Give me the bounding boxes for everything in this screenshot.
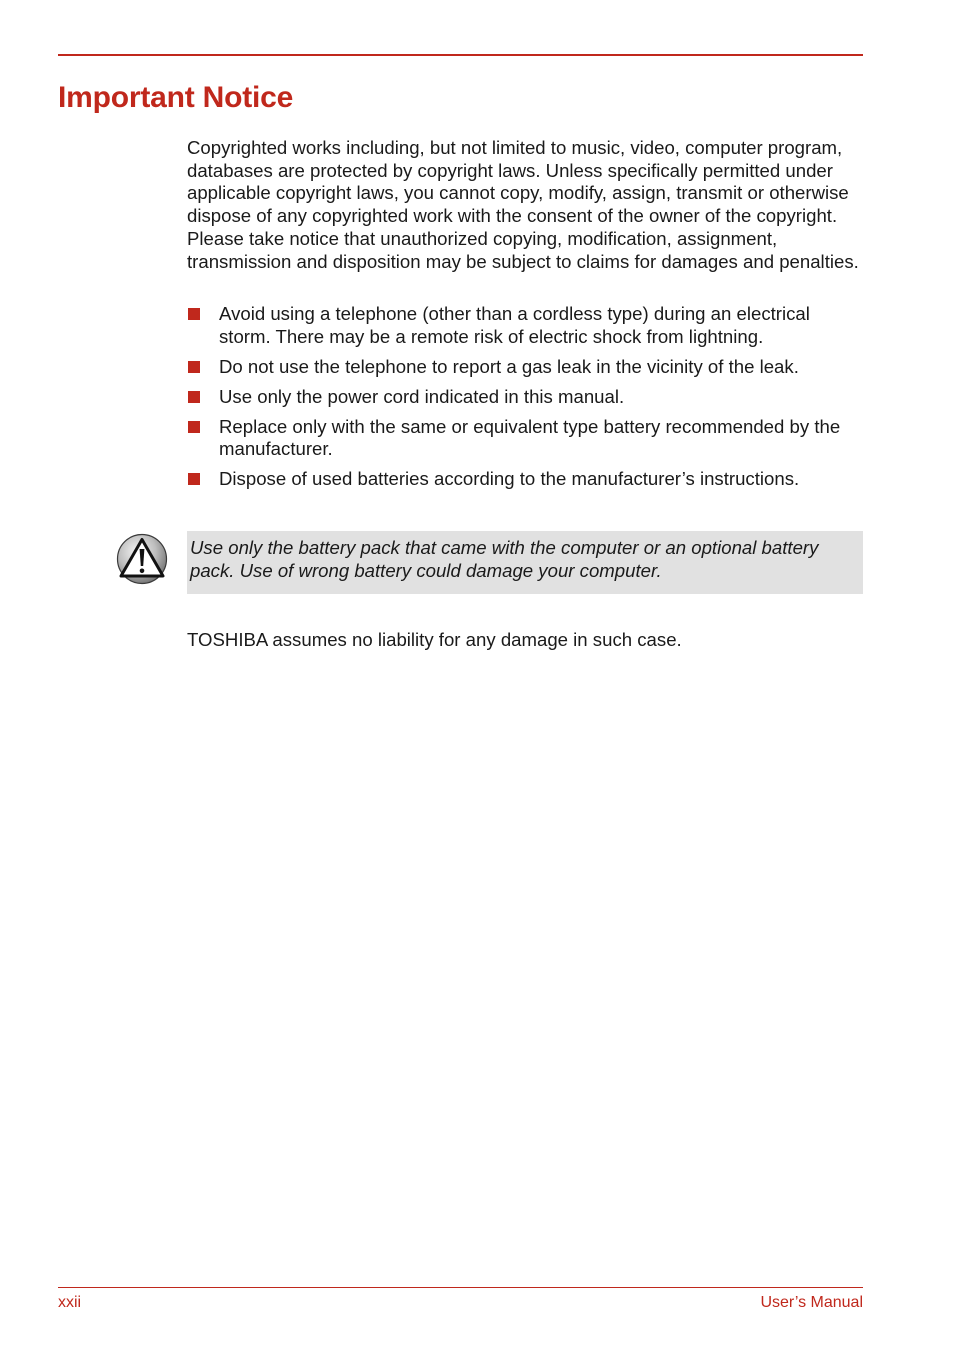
caution-text: Use only the battery pack that came with the computer or an optional battery pack. Use of wrong battery could damage your computer. <box>190 537 819 581</box>
list-item <box>187 356 863 379</box>
list-item <box>187 303 863 348</box>
page-title: Important Notice <box>58 81 294 114</box>
list-item-text: Dispose of used batteries according to the manufacturer’s instructions. <box>219 468 800 490</box>
square-bullet-icon <box>188 308 200 320</box>
list-item <box>187 386 863 409</box>
list-item-text: Use only the power cord indicated in this manual. <box>219 385 625 407</box>
list-item-text: Avoid using a telephone (other than a cordless type) during an electrical storm. There may be a remote risk of electric shock from lightning. <box>219 303 810 347</box>
list-item <box>187 468 863 491</box>
safety-bullet-list <box>187 303 863 498</box>
square-bullet-icon <box>188 361 200 373</box>
caution-box <box>187 531 863 594</box>
footer-rule <box>58 1287 863 1288</box>
manual-name: User’s Manual <box>760 1294 863 1311</box>
closing-paragraph: TOSHIBA assumes no liability for any damage in such case. <box>187 629 682 650</box>
header-rule <box>58 54 863 56</box>
page-number: xxii <box>58 1294 82 1311</box>
list-item-text: Replace only with the same or equivalent type battery recommended by the manufacturer. <box>219 415 841 460</box>
square-bullet-icon <box>188 391 200 403</box>
list-item <box>187 416 863 461</box>
square-bullet-icon <box>188 421 200 433</box>
warning-triangle-icon <box>116 533 168 585</box>
list-item-text: Do not use the telephone to report a gas leak in the vicinity of the leak. <box>219 355 799 377</box>
square-bullet-icon <box>188 473 200 485</box>
intro-paragraph: Copyrighted works including, but not limited to music, video, computer program, databases are protected by copyright laws. Unless specifically permitted under applicable copyright laws, you cannot copy, modify, assign, transmit or otherwise dispose of any copyrighted work with the consent of the owner of the copyright. Please take notice that unauthorized copying, modification, assignment, transmission and disposition may be subject to claims for damages and penalties. <box>187 137 859 272</box>
